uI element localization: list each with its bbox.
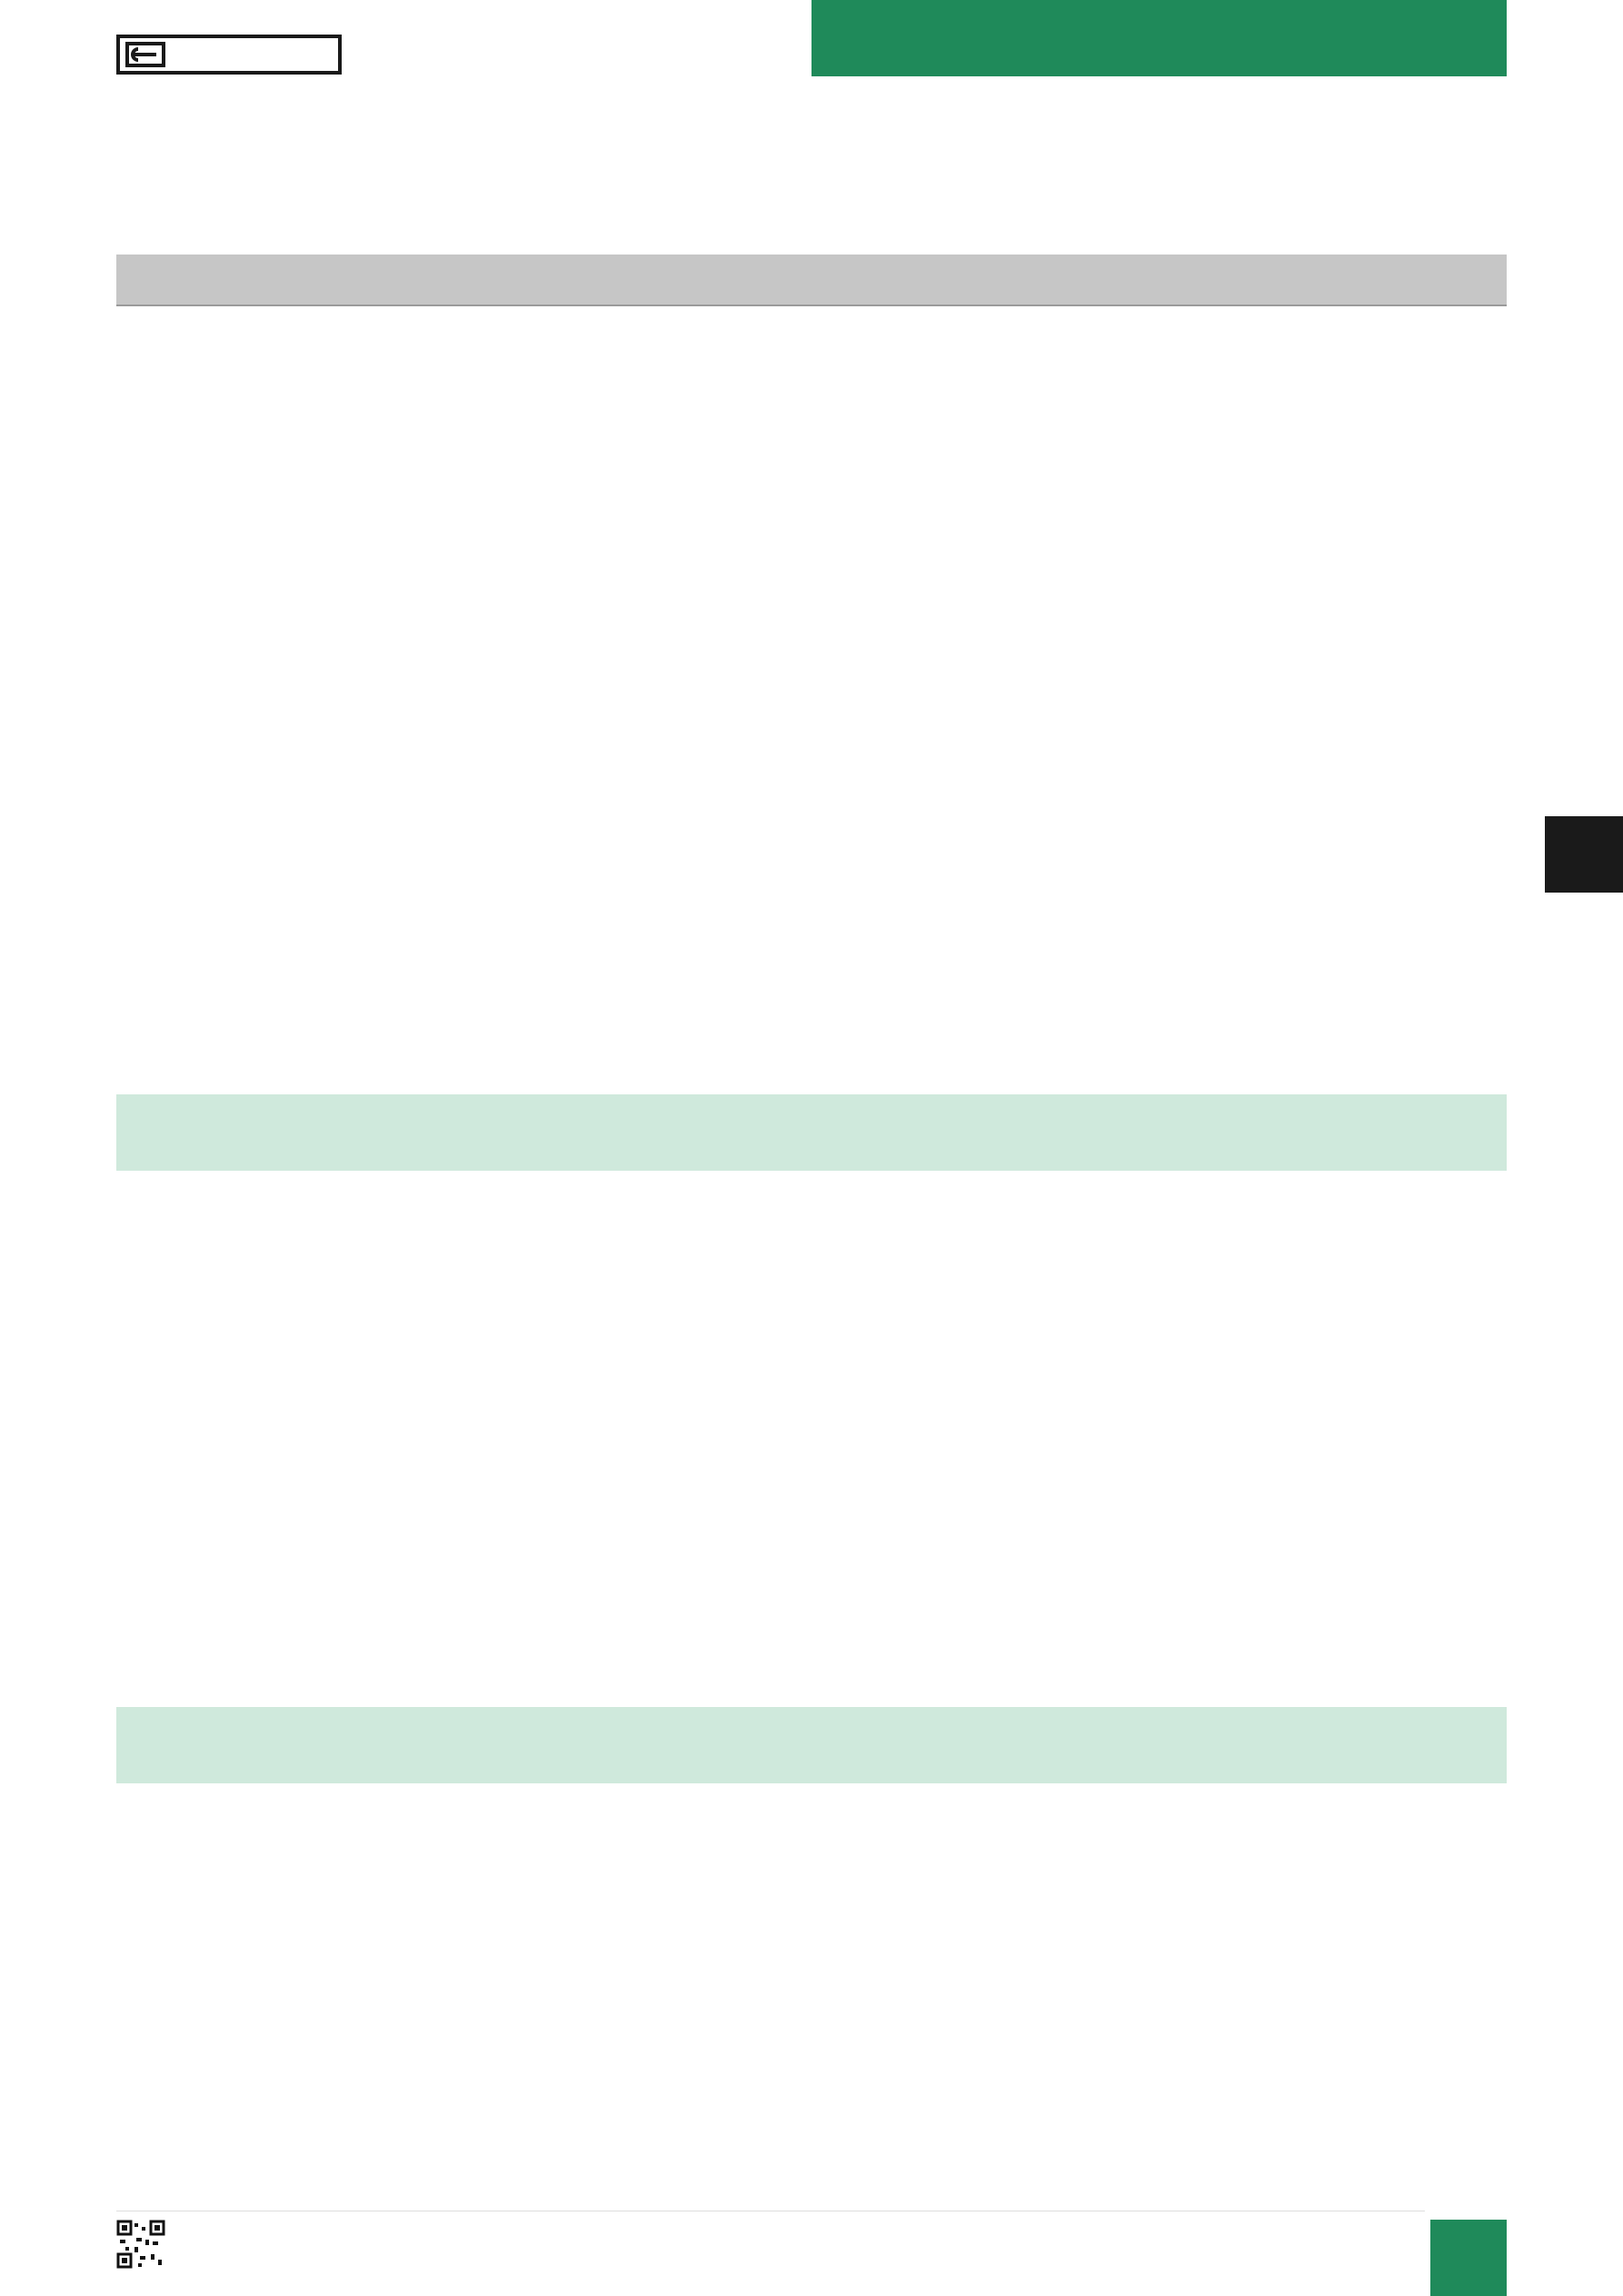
srm-code-bar (116, 1707, 1507, 1783)
stauff-logo (116, 27, 362, 78)
page-number (1430, 2220, 1507, 2296)
section-tab[interactable] (1545, 816, 1623, 893)
qr-code-icon (116, 2220, 165, 2269)
tech-data-table (116, 255, 1507, 306)
stauff-logo-icon (125, 42, 165, 67)
header-band (812, 0, 1507, 76)
bps-code-bar (116, 1094, 1507, 1171)
tech-table-header (116, 255, 1507, 306)
